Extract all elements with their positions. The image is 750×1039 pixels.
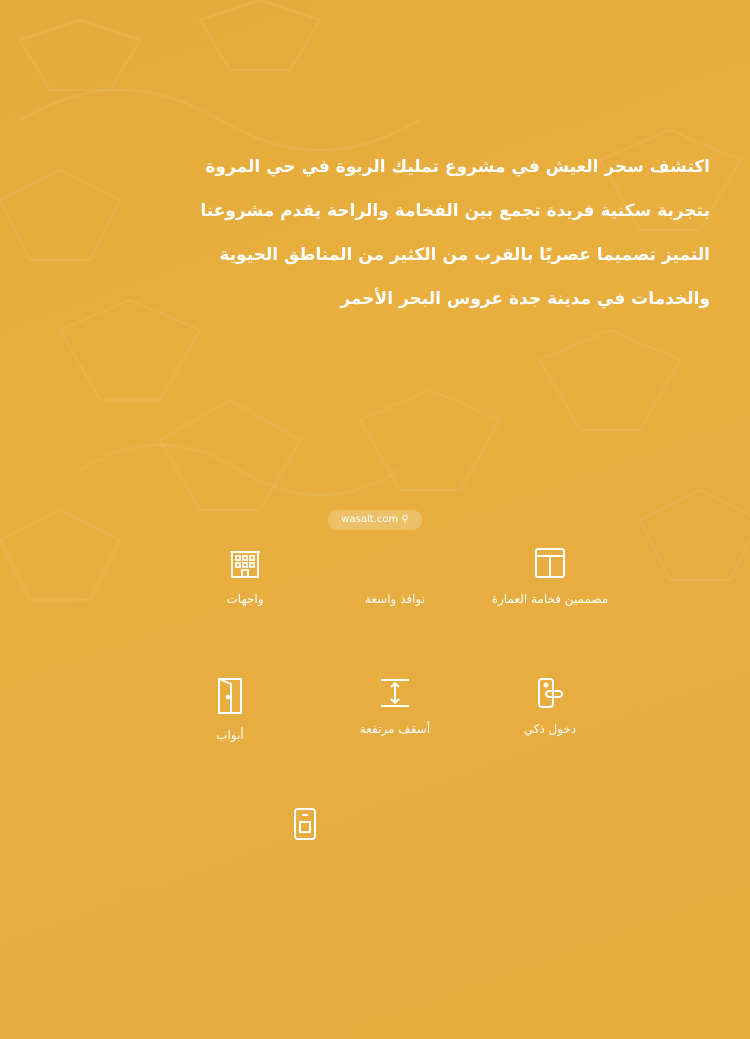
feature-wide-windows (315, 546, 475, 606)
feature-label: أسقف مرتفعة (359, 722, 431, 736)
ceiling-icon (378, 676, 412, 710)
feature-label: دخول ذكي (523, 722, 577, 736)
description-line-3: التميز تصميما عصريًا بالقرب من الكثير من المناطق الحيوية (219, 245, 710, 265)
project-description (70, 145, 710, 321)
wasalt-watermark (328, 510, 422, 530)
window-icon (533, 546, 567, 580)
watermark-text: wasalt.com (341, 514, 399, 525)
feature-label: نوافذ واسعة (364, 592, 426, 606)
feature-facades (165, 546, 325, 606)
feature-label: مصممين فخامة العمارة (491, 592, 609, 606)
door-icon (213, 676, 247, 716)
smart-device-icon (288, 806, 322, 842)
description-line-1: اكتشف سحر العيش في مشروع تمليك الربوة في حي المروة (205, 157, 710, 177)
window-icon (378, 546, 412, 580)
location-pin-icon: ⚲ (401, 514, 409, 525)
feature-label: أبواب (216, 728, 244, 742)
feature-smart-entry (470, 676, 630, 736)
feature-doors (150, 676, 310, 742)
description-line-4: والخدمات في مدينة جدة عروس البحر الأحمر (340, 289, 710, 309)
feature-designers (470, 546, 630, 606)
feature-smart-device (225, 806, 385, 854)
description-line-2: بتجربة سكنية فريدة تجمع بين الفخامة والراحة يقدم مشروعنا (200, 201, 710, 221)
building-icon (228, 546, 262, 580)
feature-high-ceilings (315, 676, 475, 736)
smart-lock-icon (533, 676, 567, 710)
feature-label: واجهات (226, 592, 264, 606)
